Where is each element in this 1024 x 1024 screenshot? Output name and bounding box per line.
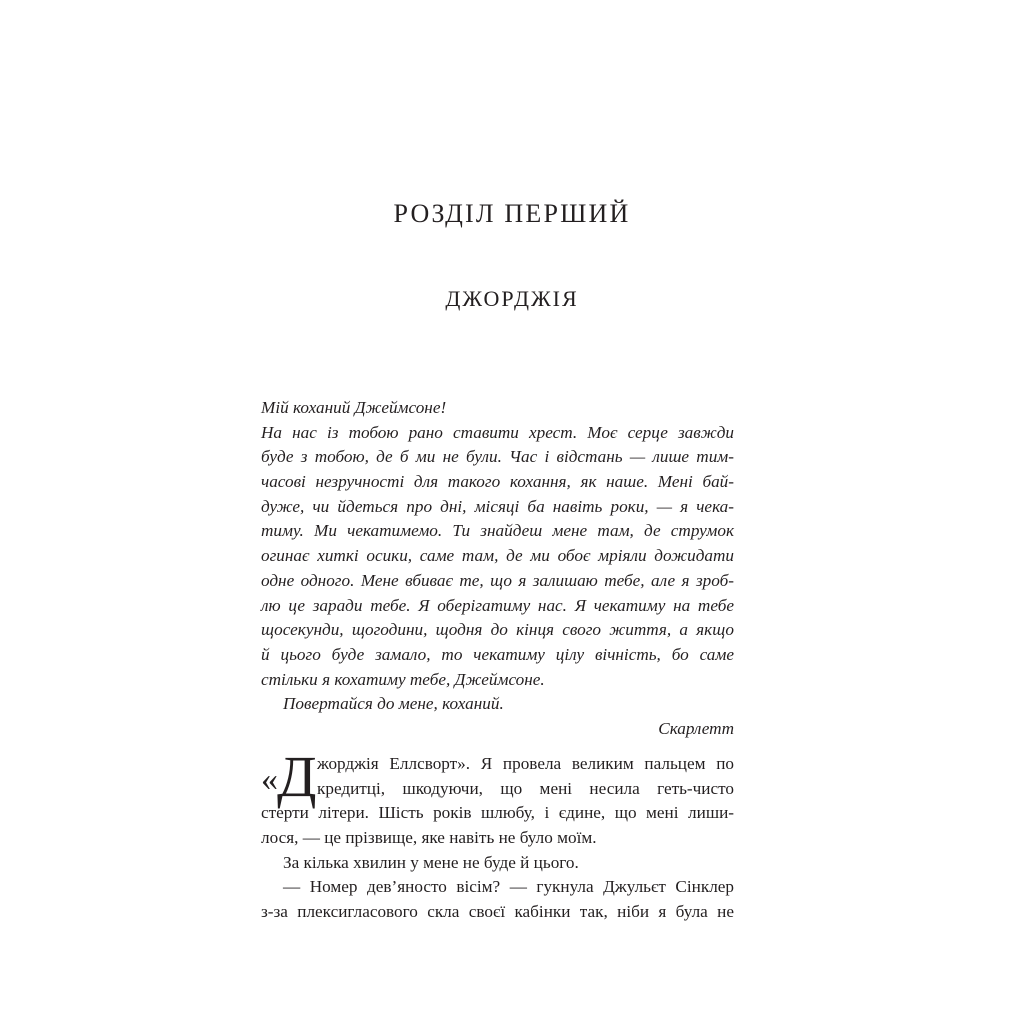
letter-line: буде з тобою, де б ми не були. Час і відстань — лише тим- bbox=[261, 447, 734, 467]
letter-block bbox=[261, 396, 734, 742]
letter-line: часові незручності для такого кохання, як наше. Мені бай- bbox=[261, 472, 734, 492]
narrative-line: стерти літери. Шість років шлюбу, і єдине, що мені лиши- bbox=[261, 803, 734, 823]
letter-line: лю це заради тебе. Я оберігатиму нас. Я чекатиму на тебе bbox=[261, 595, 734, 615]
narrative-line: За кілька хвилин у мене не буде й цього. bbox=[283, 852, 579, 872]
narrative-line: жорджія Еллсворт». Я провела великим пальцем по bbox=[317, 754, 734, 773]
dropcap-quote: « bbox=[261, 761, 278, 798]
chapter-heading: РОЗДІЛ ПЕРШИЙ bbox=[393, 199, 631, 228]
dropcap-paragraph bbox=[261, 744, 734, 809]
letter-line: На нас із тобою рано ставити хрест. Моє серце завжди bbox=[261, 422, 734, 442]
letter-line: тиму. Ми чекатимемо. Ти знайдеш мене там, де струмок bbox=[261, 521, 734, 541]
narrative-line: — Номер дев’яносто вісім? — гукнула Джульєт Сінклер bbox=[283, 877, 734, 897]
letter-signature: Скарлетт bbox=[658, 718, 734, 738]
letter-line: щосекунди, щогодини, щодня до кінця свого життя, а якщо bbox=[261, 620, 734, 640]
letter-salutation: Мій коханий Джеймсоне! bbox=[261, 398, 447, 417]
letter-line: огинає хиткі осики, саме там, де ми обоє мріяли дожидати bbox=[261, 546, 734, 566]
narrative-block bbox=[261, 744, 734, 925]
letter-line: одне одного. Мене вбиває те, що я залишаю тебе, але я зроб- bbox=[261, 570, 734, 590]
narrative-line: з-за плексигласового скла своєї кабінки так, ніби я була не bbox=[261, 902, 734, 922]
dropcap-letter: Д bbox=[277, 744, 317, 809]
chapter-subtitle: ДЖОРДЖІЯ bbox=[445, 286, 579, 311]
narrative-line: кредитці, шкодуючи, що мені несила геть-чисто bbox=[317, 778, 734, 798]
dropcap bbox=[261, 744, 317, 809]
letter-line: дуже, чи йдеться про дні, місяці ба навіть роки, — я чека- bbox=[261, 496, 734, 516]
letter-line: й цього буде замало, то чекатиму цілу вічність, бо саме bbox=[261, 644, 734, 664]
letter-line: стільки я кохатиму тебе, Джеймсоне. bbox=[261, 669, 545, 689]
letter-closing: Повертайся до мене, коханий. bbox=[283, 694, 504, 714]
narrative-line: лося, — це прізвище, яке навіть не було моїм. bbox=[261, 828, 597, 848]
